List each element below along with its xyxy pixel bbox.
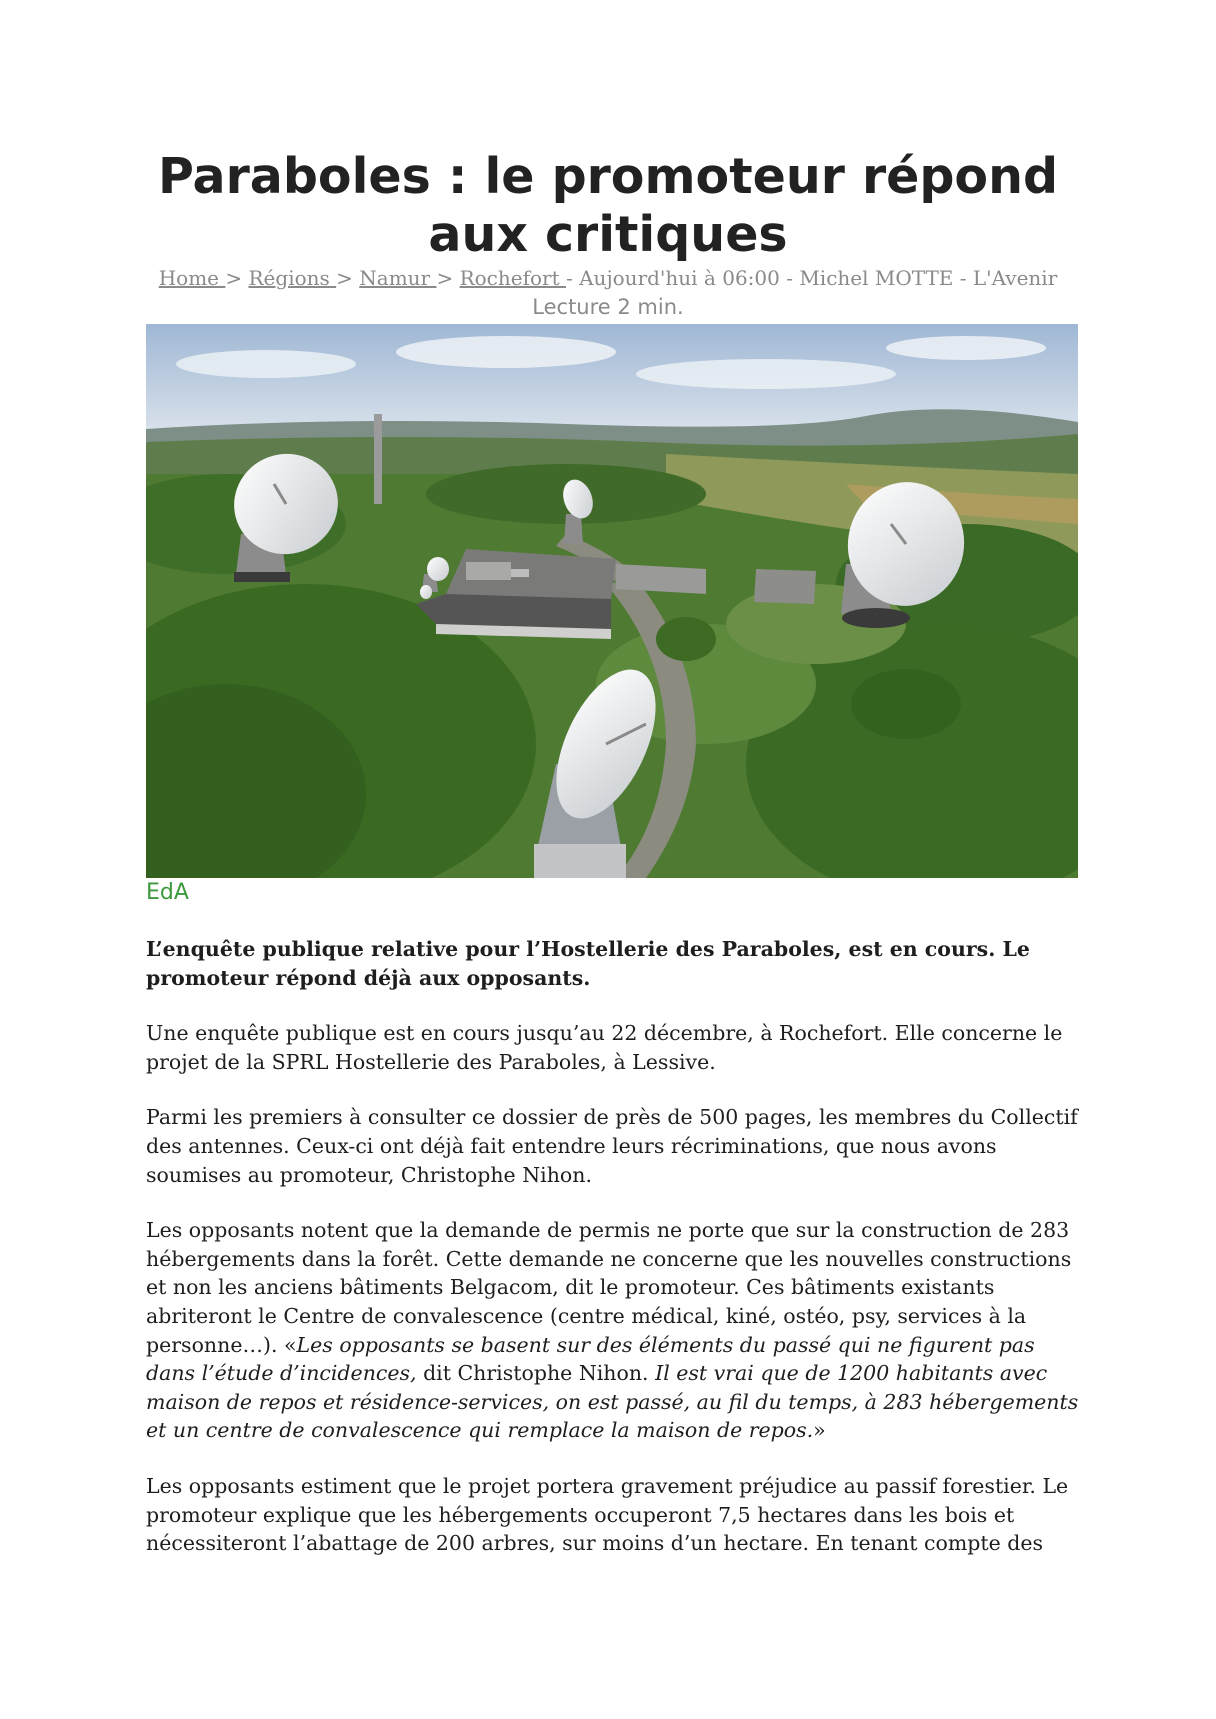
byline: - Aujourd'hui à 06:00 - Michel MOTTE - L'Avenir xyxy=(566,266,1058,290)
reading-time: Lecture 2 min. xyxy=(532,295,684,319)
breadcrumb-separator: > xyxy=(436,266,460,290)
article-title xyxy=(146,148,1070,264)
breadcrumb-regions-link[interactable]: Régions xyxy=(248,266,337,290)
article-photo xyxy=(146,324,1078,878)
breadcrumb-namur-link[interactable]: Namur xyxy=(359,266,437,290)
breadcrumb-home-link[interactable]: Home xyxy=(158,266,226,290)
paragraph-text: » xyxy=(813,1418,826,1443)
paragraph-text: Les opposants notent que la demande de permis ne porte que sur la construction de 283 hébergements dans la forêt. Cette demande ne concerne que les nouvelles constructions et non les anciens bâtiments Belgacom, dit le promoteur. Ces bâtiments existants abriteront le Centre de convalescence (centre médical, kiné, ostéo, psy, services à la personne…). « xyxy=(146,1218,1072,1357)
paragraph-text: dit Christophe Nihon. xyxy=(416,1361,656,1386)
paragraph xyxy=(146,1216,1086,1445)
title-line-2: aux critiques xyxy=(428,206,788,263)
quote-text: Il est vrai que de 1200 habitants avec maison de repos et résidence-services, on est passé, au fil du temps, à 283 hébergements et un centre de convalescence qui remplace la maison de repos. xyxy=(146,1361,1079,1443)
breadcrumb xyxy=(120,265,1096,291)
photo-credit: EdA xyxy=(146,880,189,905)
breadcrumb-separator: > xyxy=(225,266,249,290)
paragraph: Les opposants estiment que le projet portera gravement préjudice au passif forestier. Le promoteur explique que les hébergements occuperont 7,5 hectares dans les bois et nécessiteront l’abattage de 200 arbres, sur moins d’un hectare. En tenant compte des xyxy=(146,1473,1069,1556)
quote-text: Les opposants se basent sur des éléments du passé qui ne figurent pas dans l’étude d’incidences, xyxy=(146,1332,1035,1386)
title-line-1: Paraboles : le promoteur répond xyxy=(157,148,1059,205)
breadcrumb-separator: > xyxy=(336,266,360,290)
article-lead: L’enquête publique relative pour l’Hostellerie des Paraboles, est en cours. Le promoteur répond déjà aux opposants. xyxy=(146,937,1030,990)
paragraph: Parmi les premiers à consulter ce dossier de près de 500 pages, les membres du Collectif des antennes. Ceux-ci ont déjà fait entendre leurs récriminations, que nous avons soumises au promoteur, Christophe Nihon. xyxy=(146,1105,1078,1187)
article-body xyxy=(146,935,1086,1585)
breadcrumb-rochefort-link[interactable]: Rochefort xyxy=(459,266,566,290)
paragraph: Une enquête publique est en cours jusqu’au 22 décembre, à Rochefort. Elle concerne le projet de la SPRL Hostellerie des Paraboles, à Lessive. xyxy=(146,1021,1063,1074)
